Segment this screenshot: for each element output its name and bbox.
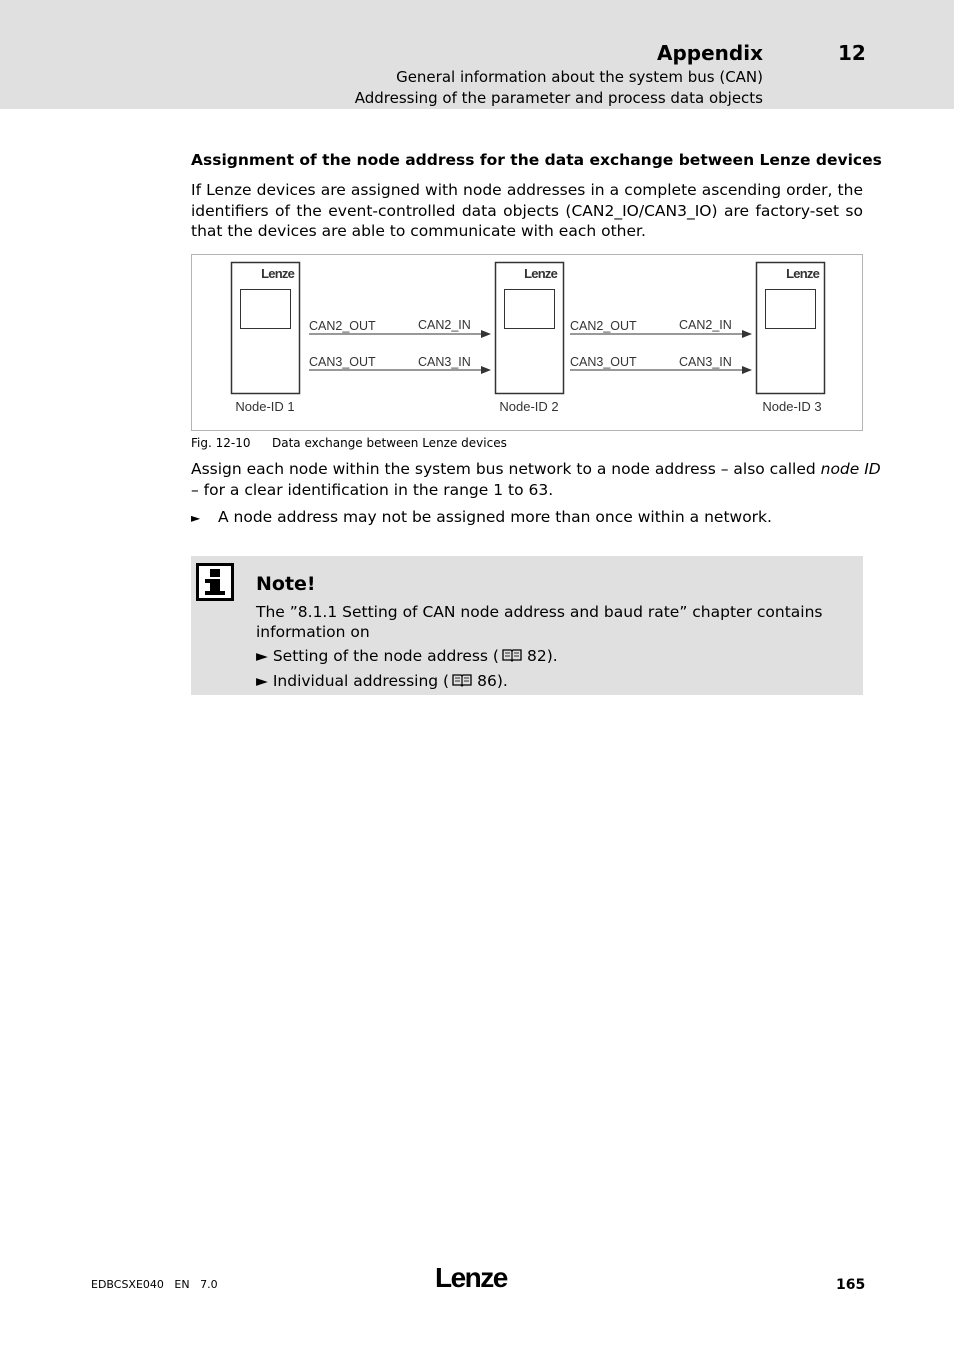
device-logo: Lenze [524, 266, 557, 281]
can2-out-label-2: CAN2_OUT [570, 319, 637, 333]
note-line-2: information on [256, 623, 370, 641]
can2-out-label-1: CAN2_OUT [309, 319, 376, 333]
node-device-2 [496, 263, 564, 415]
bullet-arrow-icon: ► [191, 511, 201, 525]
can3-in-label-1: CAN3_IN [418, 355, 471, 369]
book-icon [501, 648, 523, 662]
bullet-text: A node address may not be assigned more than once within a network. [218, 508, 772, 526]
note-item-2-end: ). [496, 672, 508, 690]
note-box [191, 556, 863, 695]
lenze-logo: Lenze [435, 1262, 507, 1293]
can3-out-label-1: CAN3_OUT [309, 355, 376, 369]
footer-doc-id: EDBCSXE040 [91, 1278, 164, 1291]
caption-text: Data exchange between Lenze devices [272, 436, 507, 450]
footer-lang: EN [174, 1278, 190, 1291]
node-label-2: Node-ID 2 [499, 399, 559, 414]
caption-number: Fig. 12-10 [191, 436, 251, 450]
can3-in-label-2: CAN3_IN [679, 355, 732, 369]
header-subtitle-1: General information about the system bus (CAN) [396, 68, 763, 86]
note-line-1: The ”8.1.1 Setting of CAN node address and baud rate” chapter contains [256, 603, 823, 621]
node-device-1 [232, 263, 300, 415]
can2-in-label-1: CAN2_IN [418, 318, 471, 332]
node-label-1: Node-ID 1 [235, 399, 295, 414]
figure-caption [191, 436, 507, 450]
note-item-2-text: ► Individual addressing ( [256, 672, 450, 690]
note-title: Note! [256, 573, 316, 595]
footer-version: 7.0 [200, 1278, 218, 1291]
assign-text-b: – for a clear identification in the range 1 to 63. [191, 480, 554, 499]
can3-out-label-2: CAN3_OUT [570, 355, 637, 369]
note-item-2 [256, 671, 508, 691]
info-icon [196, 563, 234, 601]
can2-in-label-2: CAN2_IN [679, 318, 732, 332]
header-subtitle-2: Addressing of the parameter and process data objects [354, 89, 763, 107]
node-label-3: Node-ID 3 [762, 399, 822, 414]
note-item-1-text: ► Setting of the node address ( [256, 647, 499, 665]
section-heading: Assignment of the node address for the data exchange between Lenze devices [191, 151, 882, 169]
footer-doc-info [91, 1278, 218, 1291]
note-item-1 [256, 646, 558, 666]
device-logo: Lenze [786, 266, 819, 281]
assign-text-a: Assign each node within the system bus network to a node address – also called [191, 460, 821, 478]
device-logo: Lenze [261, 266, 294, 281]
bullet-item [191, 508, 772, 526]
node-device-3 [757, 263, 825, 415]
assign-paragraph [191, 459, 881, 500]
chapter-number: 12 [838, 41, 866, 65]
page-ref-86[interactable]: 86 [477, 672, 497, 690]
assign-node-id: node ID [820, 460, 881, 478]
page-ref-82[interactable]: 82 [526, 647, 547, 665]
intro-paragraph: If Lenze devices are assigned with node addresses in a complete ascending order, the identifiers of the event-controlled data objects (CAN2_IO/CAN3_IO) are factory-set so that the devices are able to communicate with each other. [191, 181, 863, 240]
chapter-title: Appendix [657, 41, 763, 65]
note-item-1-end: ). [546, 647, 558, 665]
page-number: 165 [836, 1277, 866, 1293]
figure-frame [191, 254, 863, 431]
book-icon [451, 673, 473, 687]
data-exchange-diagram [192, 255, 862, 430]
